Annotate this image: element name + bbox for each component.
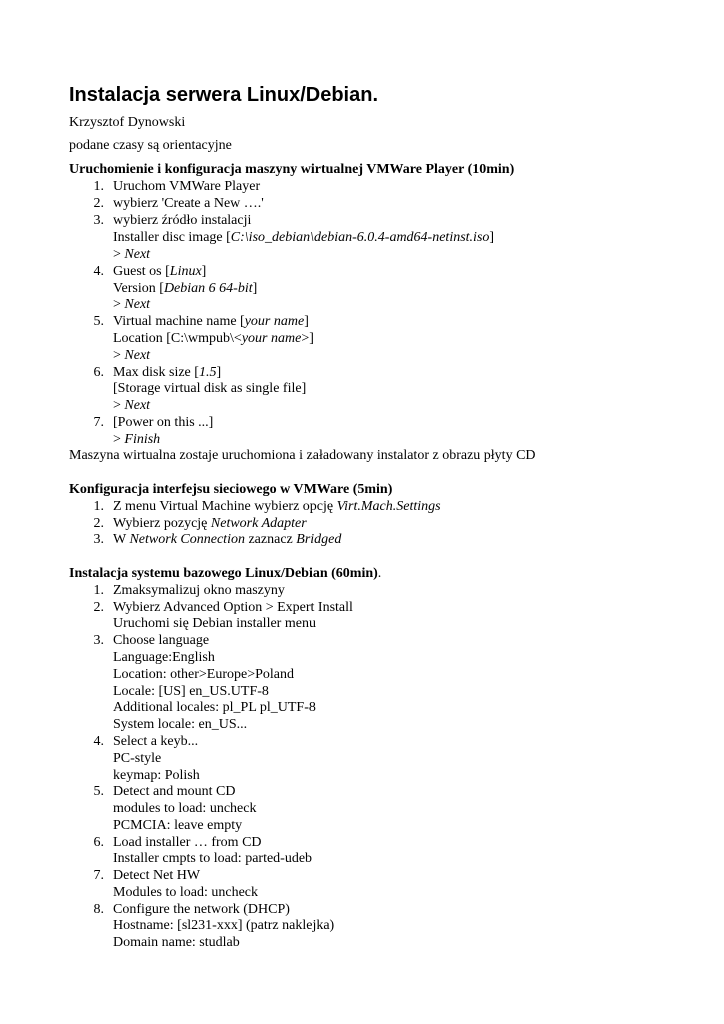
list-item: Choose language — [113, 633, 210, 648]
list-item-detail: Additional locales: pl_PL pl_UTF-8 — [113, 700, 316, 715]
list-number: 5. — [93, 314, 104, 329]
list-number: 2. — [93, 516, 104, 531]
section-heading-base-install: Instalacja systemu bazowego Linux/Debian (60min). — [69, 566, 382, 581]
list-item-detail: Domain name: studlab — [113, 935, 240, 950]
list-item: [Power on this ...] — [113, 415, 214, 430]
list-number: 7. — [93, 868, 104, 883]
list-number: 8. — [93, 902, 104, 917]
list-item-detail: Uruchomi się Debian installer menu — [113, 616, 316, 631]
list-item-detail: System locale: en_US... — [113, 717, 248, 732]
list-item: Uruchom VMWare Player — [113, 179, 261, 194]
list-item-detail: Location [C:\wmpub\<your name>] — [113, 331, 314, 346]
list-item-detail: PCMCIA: leave empty — [113, 818, 243, 833]
document-title: Instalacja serwera Linux/Debian. — [69, 84, 379, 106]
section-heading-network: Konfiguracja interfejsu sieciowego w VMWare (5min) — [69, 482, 393, 497]
list-item: Configure the network (DHCP) — [113, 902, 290, 917]
list-number: 7. — [93, 415, 104, 430]
list-number: 6. — [93, 365, 104, 380]
list-item: Z menu Virtual Machine wybierz opcję Virt.Mach.Settings — [113, 499, 441, 514]
list-number: 1. — [93, 179, 104, 194]
list-item-detail: > Finish — [113, 432, 161, 447]
list-item-detail: > Next — [113, 398, 151, 413]
list-number: 3. — [93, 213, 104, 228]
list-number: 4. — [93, 734, 104, 749]
list-item: wybierz źródło instalacji — [113, 213, 252, 228]
list-item: W Network Connection zaznacz Bridged — [113, 532, 342, 547]
list-number: 1. — [93, 499, 104, 514]
list-item-detail: Installer disc image [C:\iso_debian\debian-6.0.4-amd64-netinst.iso] — [113, 230, 495, 245]
list-item-detail: keymap: Polish — [113, 768, 200, 783]
list-number: 2. — [93, 196, 104, 211]
list-item: Select a keyb... — [113, 734, 199, 749]
list-item-detail: modules to load: uncheck — [113, 801, 257, 816]
list-item-detail: > Next — [113, 348, 151, 363]
list-item-detail: Locale: [US] en_US.UTF-8 — [113, 684, 269, 699]
list-item-detail: Hostname: [sl231-xxx] (patrz naklejka) — [113, 918, 335, 933]
list-item: Max disk size [1.5] — [113, 365, 222, 380]
list-number: 2. — [93, 600, 104, 615]
list-item-detail: > Next — [113, 247, 151, 262]
list-item-detail: Installer cmpts to load: parted-udeb — [113, 851, 313, 866]
list-item: Detect and mount CD — [113, 784, 236, 799]
list-item-detail: Version [Debian 6 64-bit] — [113, 281, 258, 296]
list-item-detail: Modules to load: uncheck — [113, 885, 259, 900]
timing-note: podane czasy są orientacyjne — [69, 138, 232, 153]
author: Krzysztof Dynowski — [69, 115, 186, 130]
list-number: 3. — [93, 633, 104, 648]
list-item: wybierz 'Create a New ….' — [113, 196, 264, 211]
list-item-detail: [Storage virtual disk as single file] — [113, 381, 307, 396]
list-item: Wybierz Advanced Option > Expert Install — [113, 600, 353, 615]
list-item: Zmaksymalizuj okno maszyny — [113, 583, 285, 598]
list-item-detail: > Next — [113, 297, 151, 312]
list-item: Virtual machine name [your name] — [113, 314, 309, 329]
list-item-detail: Language:English — [113, 650, 215, 665]
list-number: 5. — [93, 784, 104, 799]
section-heading-vmware-setup: Uruchomienie i konfiguracja maszyny wirtualnej VMWare Player (10min) — [69, 162, 515, 177]
list-number: 6. — [93, 835, 104, 850]
list-item: Load installer … from CD — [113, 835, 262, 850]
list-number: 4. — [93, 264, 104, 279]
section-footer-text: Maszyna wirtualna zostaje uruchomiona i załadowany instalator z obrazu płyty CD — [69, 448, 536, 463]
list-item: Guest os [Linux] — [113, 264, 207, 279]
list-item: Detect Net HW — [113, 868, 201, 883]
list-item-detail: Location: other>Europe>Poland — [113, 667, 295, 682]
list-number: 3. — [93, 532, 104, 547]
list-number: 1. — [93, 583, 104, 598]
list-item-detail: PC-style — [113, 751, 162, 766]
list-item: Wybierz pozycję Network Adapter — [113, 516, 307, 531]
